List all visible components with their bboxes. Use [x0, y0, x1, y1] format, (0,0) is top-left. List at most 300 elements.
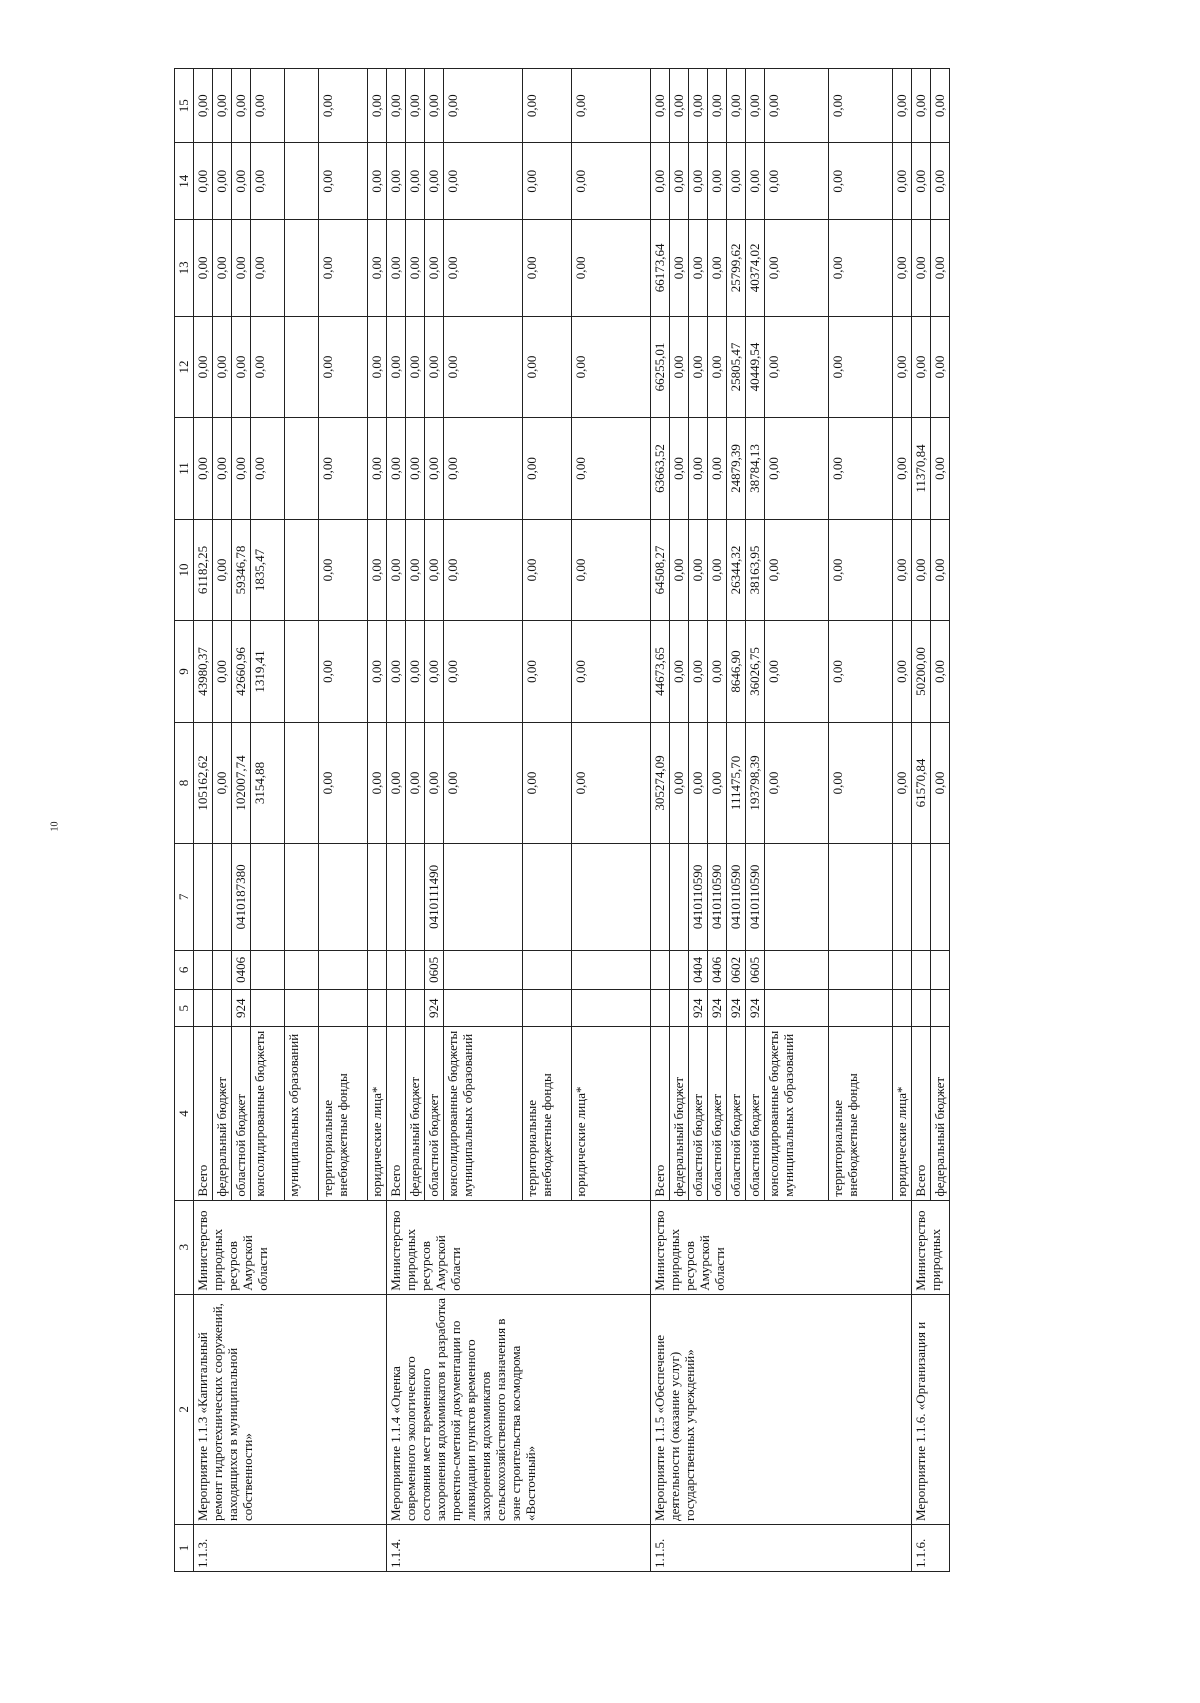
rzpr-code [931, 950, 950, 990]
grbs-code: 924 [232, 990, 251, 1027]
amount-col-14: 0,00 [251, 143, 285, 220]
csr-code: 0410187380 [232, 844, 251, 950]
amount-col-12: 0,00 [319, 316, 368, 418]
header-cell-2: 2 [175, 1294, 194, 1524]
amount-col-11: 0,00 [689, 418, 708, 520]
amount-col-8: 102007,74 [232, 722, 251, 843]
amount-col-9: 0,00 [425, 621, 444, 723]
amount-col-8: 3154,88 [251, 722, 285, 843]
amount-col-10: 59346,78 [232, 519, 251, 621]
amount-col-13: 0,00 [368, 220, 387, 317]
amount-col-10: 0,00 [425, 519, 444, 621]
amount-col-11: 0,00 [444, 418, 523, 520]
amount-col-13: 0,00 [708, 220, 727, 317]
amount-col-9: 0,00 [572, 621, 651, 723]
amount-col-13: 0,00 [572, 220, 651, 317]
amount-col-8: 0,00 [689, 722, 708, 843]
amount-col-13: 0,00 [319, 220, 368, 317]
amount-col-12: 0,00 [670, 316, 689, 418]
amount-col-15: 0,00 [912, 69, 931, 143]
csr-code [444, 844, 523, 950]
amount-col-12: 0,00 [765, 316, 829, 418]
amount-col-11: 11370,84 [912, 418, 931, 520]
amount-col-12: 0,00 [708, 316, 727, 418]
csr-code: 0410110590 [708, 844, 727, 950]
amount-col-12: 0,00 [572, 316, 651, 418]
funding-source: областной бюджет [425, 1027, 444, 1200]
funding-source: территориальные внебюджетные фонды [319, 1027, 368, 1200]
amount-col-9: 0,00 [387, 621, 406, 723]
grbs-code [670, 990, 689, 1027]
csr-code [829, 844, 893, 950]
executor: Министерство природных ресурсов Амурской области [651, 1200, 912, 1294]
rzpr-code [285, 950, 319, 990]
amount-col-11: 0,00 [425, 418, 444, 520]
header-cell-4: 4 [175, 1027, 194, 1200]
amount-col-13: 40374,02 [746, 220, 765, 317]
amount-col-11: 0,00 [523, 418, 572, 520]
amount-col-13: 0,00 [912, 220, 931, 317]
amount-col-12: 0,00 [931, 316, 950, 418]
amount-col-13: 0,00 [251, 220, 285, 317]
amount-col-13: 0,00 [689, 220, 708, 317]
amount-col-12: 0,00 [689, 316, 708, 418]
rzpr-code [368, 950, 387, 990]
amount-col-8: 0,00 [368, 722, 387, 843]
amount-col-15: 0,00 [572, 69, 651, 143]
amount-col-8: 0,00 [213, 722, 232, 843]
amount-col-11 [285, 418, 319, 520]
amount-col-9: 1319,41 [251, 621, 285, 723]
amount-col-15: 0,00 [708, 69, 727, 143]
amount-col-12: 0,00 [251, 316, 285, 418]
amount-col-12: 40449,54 [746, 316, 765, 418]
funding-source: муниципальных образований [285, 1027, 319, 1200]
amount-col-9 [285, 621, 319, 723]
amount-col-15: 0,00 [319, 69, 368, 143]
amount-col-10: 0,00 [387, 519, 406, 621]
csr-code [213, 844, 232, 950]
amount-col-12: 0,00 [893, 316, 912, 418]
amount-col-9: 0,00 [444, 621, 523, 723]
amount-col-15: 0,00 [893, 69, 912, 143]
row-number: 1.1.3. [194, 1524, 387, 1571]
amount-col-14: 0,00 [670, 143, 689, 220]
amount-col-10: 0,00 [708, 519, 727, 621]
grbs-code [931, 990, 950, 1027]
rzpr-code [912, 950, 931, 990]
amount-col-10: 0,00 [368, 519, 387, 621]
amount-col-8: 61570,84 [912, 722, 931, 843]
amount-col-9: 0,00 [523, 621, 572, 723]
csr-code [368, 844, 387, 950]
amount-col-8: 0,00 [708, 722, 727, 843]
row-number: 1.1.6. [912, 1524, 950, 1571]
amount-col-14: 0,00 [387, 143, 406, 220]
amount-col-15: 0,00 [931, 69, 950, 143]
amount-col-13: 0,00 [893, 220, 912, 317]
amount-col-15: 0,00 [727, 69, 746, 143]
amount-col-14: 0,00 [912, 143, 931, 220]
funding-source: федеральный бюджет [670, 1027, 689, 1200]
header-cell-14: 14 [175, 143, 194, 220]
rzpr-code: 0406 [708, 950, 727, 990]
header-cell-12: 12 [175, 316, 194, 418]
amount-col-10: 0,00 [213, 519, 232, 621]
amount-col-10: 38163,95 [746, 519, 765, 621]
funding-source: консолидированные бюджеты муниципальных образований [444, 1027, 523, 1200]
amount-col-11: 0,00 [708, 418, 727, 520]
amount-col-13: 0,00 [829, 220, 893, 317]
csr-code [651, 844, 670, 950]
amount-col-12: 0,00 [829, 316, 893, 418]
rzpr-code [893, 950, 912, 990]
rzpr-code: 0605 [425, 950, 444, 990]
amount-col-14: 0,00 [746, 143, 765, 220]
amount-col-15: 0,00 [829, 69, 893, 143]
amount-col-15: 0,00 [232, 69, 251, 143]
amount-col-9: 43980,37 [194, 621, 213, 723]
amount-col-15: 0,00 [213, 69, 232, 143]
rzpr-code [251, 950, 285, 990]
rzpr-code [829, 950, 893, 990]
amount-col-10: 0,00 [765, 519, 829, 621]
amount-col-13: 0,00 [523, 220, 572, 317]
funding-source: юридические лица* [572, 1027, 651, 1200]
funding-source: федеральный бюджет [406, 1027, 425, 1200]
rzpr-code [444, 950, 523, 990]
amount-col-11: 63663,52 [651, 418, 670, 520]
csr-code [912, 844, 931, 950]
funding-source: Всего [387, 1027, 406, 1200]
rzpr-code: 0406 [232, 950, 251, 990]
grbs-code [829, 990, 893, 1027]
amount-col-14: 0,00 [406, 143, 425, 220]
csr-code [670, 844, 689, 950]
csr-code: 0410110590 [689, 844, 708, 950]
csr-code [931, 844, 950, 950]
amount-col-8 [285, 722, 319, 843]
amount-col-8: 0,00 [931, 722, 950, 843]
amount-col-12: 25805,47 [727, 316, 746, 418]
grbs-code [368, 990, 387, 1027]
funding-source: юридические лица* [893, 1027, 912, 1200]
amount-col-10: 0,00 [523, 519, 572, 621]
amount-col-15: 0,00 [689, 69, 708, 143]
amount-col-8: 305274,09 [651, 722, 670, 843]
amount-col-13: 0,00 [425, 220, 444, 317]
amount-col-8: 0,00 [444, 722, 523, 843]
amount-col-9: 0,00 [689, 621, 708, 723]
csr-code: 0410111490 [425, 844, 444, 950]
amount-col-8: 0,00 [425, 722, 444, 843]
amount-col-9: 36026,75 [746, 621, 765, 723]
amount-col-11: 0,00 [406, 418, 425, 520]
amount-col-9: 42660,96 [232, 621, 251, 723]
amount-col-8: 0,00 [406, 722, 425, 843]
amount-col-12 [285, 316, 319, 418]
amount-col-13: 0,00 [931, 220, 950, 317]
csr-code [523, 844, 572, 950]
grbs-code [444, 990, 523, 1027]
amount-col-11: 0,00 [232, 418, 251, 520]
grbs-code: 924 [708, 990, 727, 1027]
amount-col-8: 0,00 [572, 722, 651, 843]
amount-col-8: 0,00 [387, 722, 406, 843]
funding-source: территориальные внебюджетные фонды [523, 1027, 572, 1200]
amount-col-9: 0,00 [765, 621, 829, 723]
funding-source: юридические лица* [368, 1027, 387, 1200]
funding-source: консолидированные бюджеты муниципальных образований [765, 1027, 829, 1200]
amount-col-11: 0,00 [931, 418, 950, 520]
amount-col-14: 0,00 [727, 143, 746, 220]
grbs-code: 924 [689, 990, 708, 1027]
rzpr-code: 0602 [727, 950, 746, 990]
amount-col-15 [285, 69, 319, 143]
grbs-code [651, 990, 670, 1027]
header-cell-6: 6 [175, 950, 194, 990]
amount-col-9: 0,00 [406, 621, 425, 723]
grbs-code [406, 990, 425, 1027]
amount-col-14: 0,00 [213, 143, 232, 220]
amount-col-8: 0,00 [523, 722, 572, 843]
grbs-code [194, 990, 213, 1027]
amount-col-11: 0,00 [670, 418, 689, 520]
amount-col-14: 0,00 [368, 143, 387, 220]
amount-col-15: 0,00 [746, 69, 765, 143]
amount-col-12: 0,00 [425, 316, 444, 418]
amount-col-12: 0,00 [444, 316, 523, 418]
amount-col-8: 0,00 [765, 722, 829, 843]
amount-col-9: 0,00 [319, 621, 368, 723]
amount-col-8: 0,00 [670, 722, 689, 843]
amount-col-9: 0,00 [368, 621, 387, 723]
csr-code [251, 844, 285, 950]
csr-code: 0410110590 [746, 844, 765, 950]
amount-col-13: 0,00 [444, 220, 523, 317]
amount-col-8: 193798,39 [746, 722, 765, 843]
header-cell-5: 5 [175, 990, 194, 1027]
funding-source: федеральный бюджет [931, 1027, 950, 1200]
amount-col-15: 0,00 [425, 69, 444, 143]
amount-col-10: 26344,32 [727, 519, 746, 621]
table-body [175, 69, 950, 1572]
csr-code [765, 844, 829, 950]
amount-col-11: 0,00 [319, 418, 368, 520]
amount-col-11: 0,00 [893, 418, 912, 520]
amount-col-11: 0,00 [194, 418, 213, 520]
grbs-code [893, 990, 912, 1027]
amount-col-10: 0,00 [931, 519, 950, 621]
grbs-code [572, 990, 651, 1027]
grbs-code: 924 [746, 990, 765, 1027]
header-cell-10: 10 [175, 519, 194, 621]
amount-col-12: 0,00 [213, 316, 232, 418]
amount-col-13 [285, 220, 319, 317]
amount-col-14: 0,00 [893, 143, 912, 220]
header-row [175, 69, 194, 1572]
header-cell-8: 8 [175, 722, 194, 843]
grbs-code [912, 990, 931, 1027]
amount-col-10: 0,00 [670, 519, 689, 621]
funding-source: областной бюджет [746, 1027, 765, 1200]
page-number: 10 [49, 821, 61, 832]
amount-col-14: 0,00 [931, 143, 950, 220]
csr-code: 0410110590 [727, 844, 746, 950]
amount-col-11: 38784,13 [746, 418, 765, 520]
funding-source: консолидированные бюджеты [251, 1027, 285, 1200]
amount-col-10: 0,00 [829, 519, 893, 621]
amount-col-11: 0,00 [368, 418, 387, 520]
amount-col-12: 0,00 [232, 316, 251, 418]
amount-col-9: 44673,65 [651, 621, 670, 723]
amount-col-10: 0,00 [912, 519, 931, 621]
csr-code [319, 844, 368, 950]
amount-col-11: 0,00 [829, 418, 893, 520]
header-cell-15: 15 [175, 69, 194, 143]
amount-col-11: 0,00 [251, 418, 285, 520]
amount-col-15: 0,00 [765, 69, 829, 143]
amount-col-13: 0,00 [194, 220, 213, 317]
amount-col-14: 0,00 [765, 143, 829, 220]
amount-col-10 [285, 519, 319, 621]
rzpr-code [406, 950, 425, 990]
funding-source: областной бюджет [689, 1027, 708, 1200]
csr-code [387, 844, 406, 950]
grbs-code [523, 990, 572, 1027]
rzpr-code [213, 950, 232, 990]
csr-code [572, 844, 651, 950]
amount-col-13: 0,00 [232, 220, 251, 317]
grbs-code: 924 [425, 990, 444, 1027]
header-cell-3: 3 [175, 1200, 194, 1294]
amount-col-12: 0,00 [406, 316, 425, 418]
amount-col-10: 0,00 [689, 519, 708, 621]
amount-col-10: 61182,25 [194, 519, 213, 621]
csr-code [893, 844, 912, 950]
amount-col-11: 0,00 [765, 418, 829, 520]
amount-col-14: 0,00 [444, 143, 523, 220]
measure-name: Мероприятие 1.1.4 «Оценка современного экологического состояния мест временного захоронения ядохимикатов и разработка проектно-сметной документации по ликвидации пунктов временного захоронения ядохимикатов сельскохозяйственного назначения в зоне строительства космодрома «Восточный» [387, 1294, 651, 1524]
amount-col-15: 0,00 [523, 69, 572, 143]
amount-col-10: 0,00 [572, 519, 651, 621]
csr-code [285, 844, 319, 950]
amount-col-12: 0,00 [194, 316, 213, 418]
rzpr-code: 0605 [746, 950, 765, 990]
executor: Министерство природных ресурсов Амурской области [387, 1200, 651, 1294]
amount-col-15: 0,00 [251, 69, 285, 143]
amount-col-13: 0,00 [765, 220, 829, 317]
rzpr-code: 0404 [689, 950, 708, 990]
grbs-code [387, 990, 406, 1027]
amount-col-15: 0,00 [406, 69, 425, 143]
amount-col-10: 0,00 [893, 519, 912, 621]
amount-col-14: 0,00 [319, 143, 368, 220]
amount-col-12: 0,00 [912, 316, 931, 418]
measure-name: Мероприятие 1.1.3 «Капитальный ремонт гидротехнических сооружений, находящихся в муниципальной собственности» [194, 1294, 387, 1524]
amount-col-15: 0,00 [368, 69, 387, 143]
amount-col-12: 0,00 [523, 316, 572, 418]
amount-col-14: 0,00 [425, 143, 444, 220]
rzpr-code [765, 950, 829, 990]
row-number: 1.1.5. [651, 1524, 912, 1571]
measure-name: Мероприятие 1.1.6. «Организация и [912, 1294, 950, 1524]
table-row [651, 69, 670, 1572]
amount-col-8: 105162,62 [194, 722, 213, 843]
amount-col-10: 0,00 [406, 519, 425, 621]
funding-source: областной бюджет [727, 1027, 746, 1200]
amount-col-8: 0,00 [893, 722, 912, 843]
amount-col-13: 0,00 [387, 220, 406, 317]
header-cell-9: 9 [175, 621, 194, 723]
amount-col-8: 111475,70 [727, 722, 746, 843]
amount-col-14 [285, 143, 319, 220]
header-cell-13: 13 [175, 220, 194, 317]
executor: Министерство природных [912, 1200, 950, 1294]
table-row [387, 69, 406, 1572]
rotated-table-wrapper [174, 68, 1106, 1572]
amount-col-13: 25799,62 [727, 220, 746, 317]
grbs-code [285, 990, 319, 1027]
grbs-code [765, 990, 829, 1027]
amount-col-14: 0,00 [689, 143, 708, 220]
funding-source: территориальные внебюджетные фонды [829, 1027, 893, 1200]
amount-col-11: 0,00 [213, 418, 232, 520]
amount-col-9: 0,00 [670, 621, 689, 723]
rzpr-code [319, 950, 368, 990]
amount-col-10: 1835,47 [251, 519, 285, 621]
amount-col-8: 0,00 [319, 722, 368, 843]
executor: Министерство природных ресурсов Амурской области [194, 1200, 387, 1294]
amount-col-9: 50200,00 [912, 621, 931, 723]
amount-col-14: 0,00 [232, 143, 251, 220]
amount-col-13: 0,00 [670, 220, 689, 317]
amount-col-11: 0,00 [387, 418, 406, 520]
amount-col-12: 0,00 [387, 316, 406, 418]
rzpr-code [572, 950, 651, 990]
grbs-code [251, 990, 285, 1027]
funding-source: Всего [912, 1027, 931, 1200]
amount-col-9: 0,00 [931, 621, 950, 723]
amount-col-11: 24879,39 [727, 418, 746, 520]
amount-col-14: 0,00 [523, 143, 572, 220]
amount-col-15: 0,00 [194, 69, 213, 143]
amount-col-14: 0,00 [708, 143, 727, 220]
csr-code [194, 844, 213, 950]
row-number: 1.1.4. [387, 1524, 651, 1571]
funding-source: областной бюджет [708, 1027, 727, 1200]
amount-col-15: 0,00 [387, 69, 406, 143]
grbs-code [213, 990, 232, 1027]
amount-col-13: 0,00 [406, 220, 425, 317]
amount-col-9: 0,00 [893, 621, 912, 723]
funding-source: Всего [194, 1027, 213, 1200]
grbs-code [319, 990, 368, 1027]
funding-source: областной бюджет [232, 1027, 251, 1200]
amount-col-15: 0,00 [651, 69, 670, 143]
rzpr-code [651, 950, 670, 990]
amount-col-15: 0,00 [670, 69, 689, 143]
amount-col-12: 66255,01 [651, 316, 670, 418]
table-row [912, 69, 931, 1572]
budget-table [174, 68, 950, 1572]
amount-col-15: 0,00 [444, 69, 523, 143]
amount-col-14: 0,00 [829, 143, 893, 220]
header-cell-7: 7 [175, 844, 194, 950]
funding-source: федеральный бюджет [213, 1027, 232, 1200]
amount-col-11: 0,00 [572, 418, 651, 520]
amount-col-8: 0,00 [829, 722, 893, 843]
